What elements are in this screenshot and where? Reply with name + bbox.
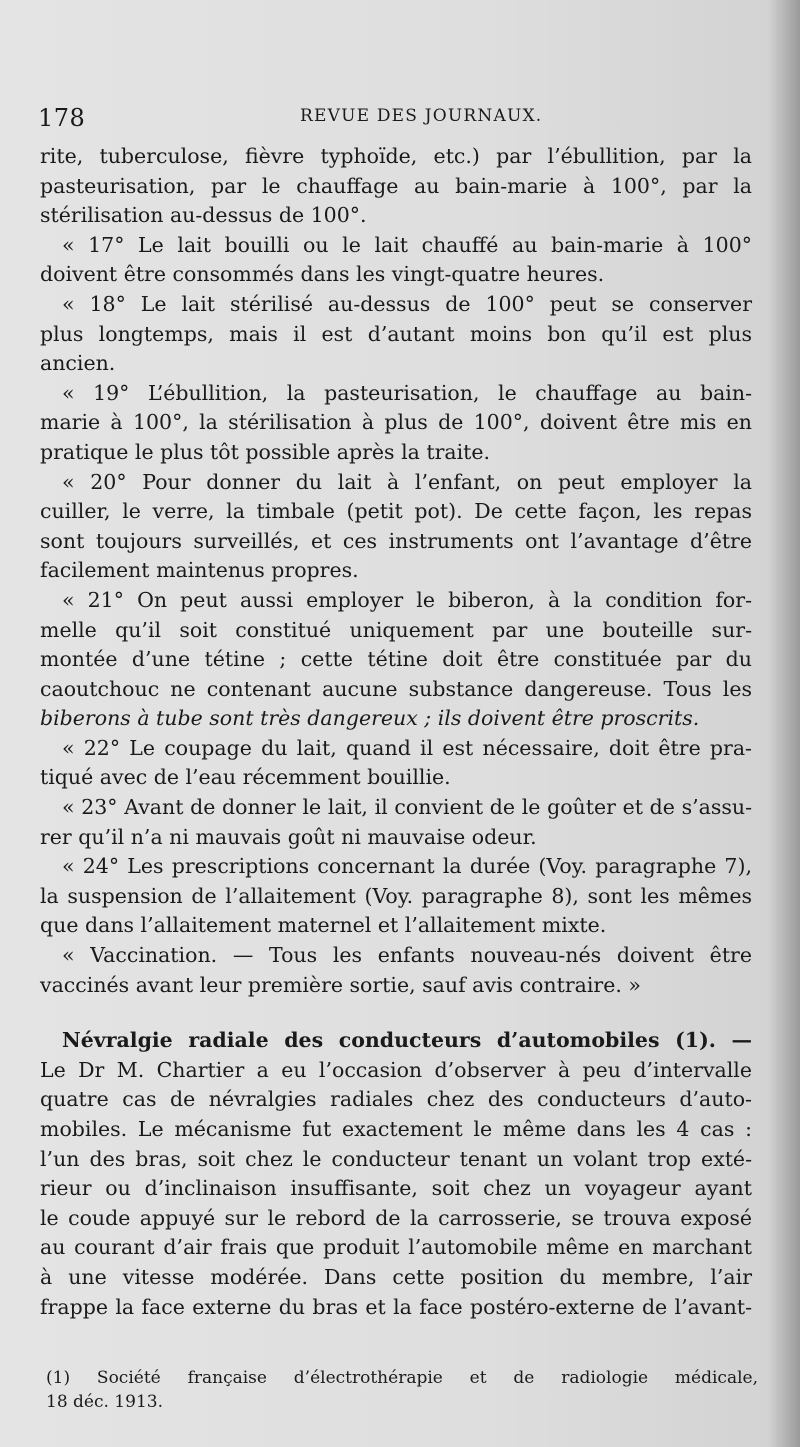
text-line: la suspension de l’allaitement (Voy. paragraphe 8), sont les mêmes [40,883,752,908]
text-line: vaccinés avant leur première sortie, sauf avis contraire. » [40,972,641,997]
text-line: « Vaccination. — Tous les enfants nouveau-nés doivent être [62,943,752,968]
text-line: (1) Société française d’électrothérapie et de radiologie médicale, [46,1368,758,1388]
text-line: plus longtemps, mais il est d’autant moins bon qu’il est plus [40,321,752,346]
text-line: sont toujours surveillés, et ces instruments ont l’avantage d’être [40,528,752,553]
running-head: REVUE DES JOURNAUX. [300,106,543,126]
paragraph-gap [40,1000,752,1026]
text-line: frappe la face externe du bras et la face postéro-externe de l’avant- [40,1294,752,1319]
page-number: 178 [38,104,86,132]
text-line: rieur ou d’inclinaison insuffisante, soit chez un voyageur ayant [40,1176,752,1201]
page-header [38,100,750,134]
text-line: rite, tuberculose, fièvre typhoïde, etc.) par l’ébullition, par la [40,144,752,168]
text-line: 18 déc. 1913. [46,1392,163,1412]
text-line: pasteurisation, par le chauffage au bain-marie à 100°, par la [40,173,752,198]
text-line: melle qu’il soit constitué uniquement par une bouteille sur- [40,617,752,642]
text-line: « 24° Les prescriptions concernant la durée (Voy. paragraphe 7), [62,854,752,879]
text-line: mobiles. Le mécanisme fut exactement le même dans les 4 cas : [40,1117,752,1141]
text-line: « 22° Le coupage du lait, quand il est nécessaire, doit être pra- [62,735,752,760]
text-line: quatre cas de névralgies radiales chez des conducteurs d’auto- [40,1087,752,1112]
text-line: au courant d’air frais que produit l’automobile même en marchant [40,1235,752,1260]
text-line: montée d’une tétine ; cette tétine doit être constituée par du [40,647,752,672]
text-line: « 17° Le lait bouilli ou le lait chauffé au bain-marie à 100° [62,232,752,257]
text-line: stérilisation au-dessus de 100°. [40,203,367,228]
text-line: Névralgie radiale des conducteurs d’automobiles (1). — [62,1028,752,1053]
text-line: « 23° Avant de donner le lait, il convient de le goûter et de s’assu- [62,795,752,820]
text-line: caoutchouc ne contenant aucune substance dangereuse. Tous les [40,676,752,701]
text-line: ancien. [40,351,116,376]
text-line: « 19° L’ébullition, la pasteurisation, le chauffage au bain- [62,380,752,405]
text-line: cuiller, le verre, la timbale (petit pot). De cette façon, les repas [40,499,752,524]
body-text [40,142,752,1322]
text-line: l’un des bras, soit chez le conducteur tenant un volant trop exté- [40,1146,752,1171]
text-line: à une vitesse modérée. Dans cette position du membre, l’air [40,1264,752,1289]
text-line: « 21° On peut aussi employer le biberon, à la condition for- [62,587,752,612]
footnote [46,1366,758,1414]
text-line: doivent être consommés dans les vingt-quatre heures. [40,262,605,287]
text-line: « 18° Le lait stérilisé au-dessus de 100° peut se conserver [62,291,752,316]
text-line: pratique le plus tôt possible après la traite. [40,439,491,464]
text-line: Le Dr M. Chartier a eu l’occasion d’observer à peu d’intervalle [40,1057,752,1082]
text-line: facilement maintenus propres. [40,558,359,583]
text-line: marie à 100°, la stérilisation à plus de 100°, doivent être mis en [40,410,752,435]
text-line: biberons à tube sont très dangereux ; ils doivent être proscrits. [40,706,700,731]
text-line: rer qu’il n’a ni mauvais goût ni mauvaise odeur. [40,824,537,849]
text-line: tiqué avec de l’eau récemment bouillie. [40,765,451,790]
text-line: « 20° Pour donner du lait à l’enfant, on peut employer la [62,469,752,494]
text-line: le coude appuyé sur le rebord de la carrosserie, se trouva exposé [40,1205,752,1230]
text-line: que dans l’allaitement maternel et l’allaitement mixte. [40,913,607,938]
